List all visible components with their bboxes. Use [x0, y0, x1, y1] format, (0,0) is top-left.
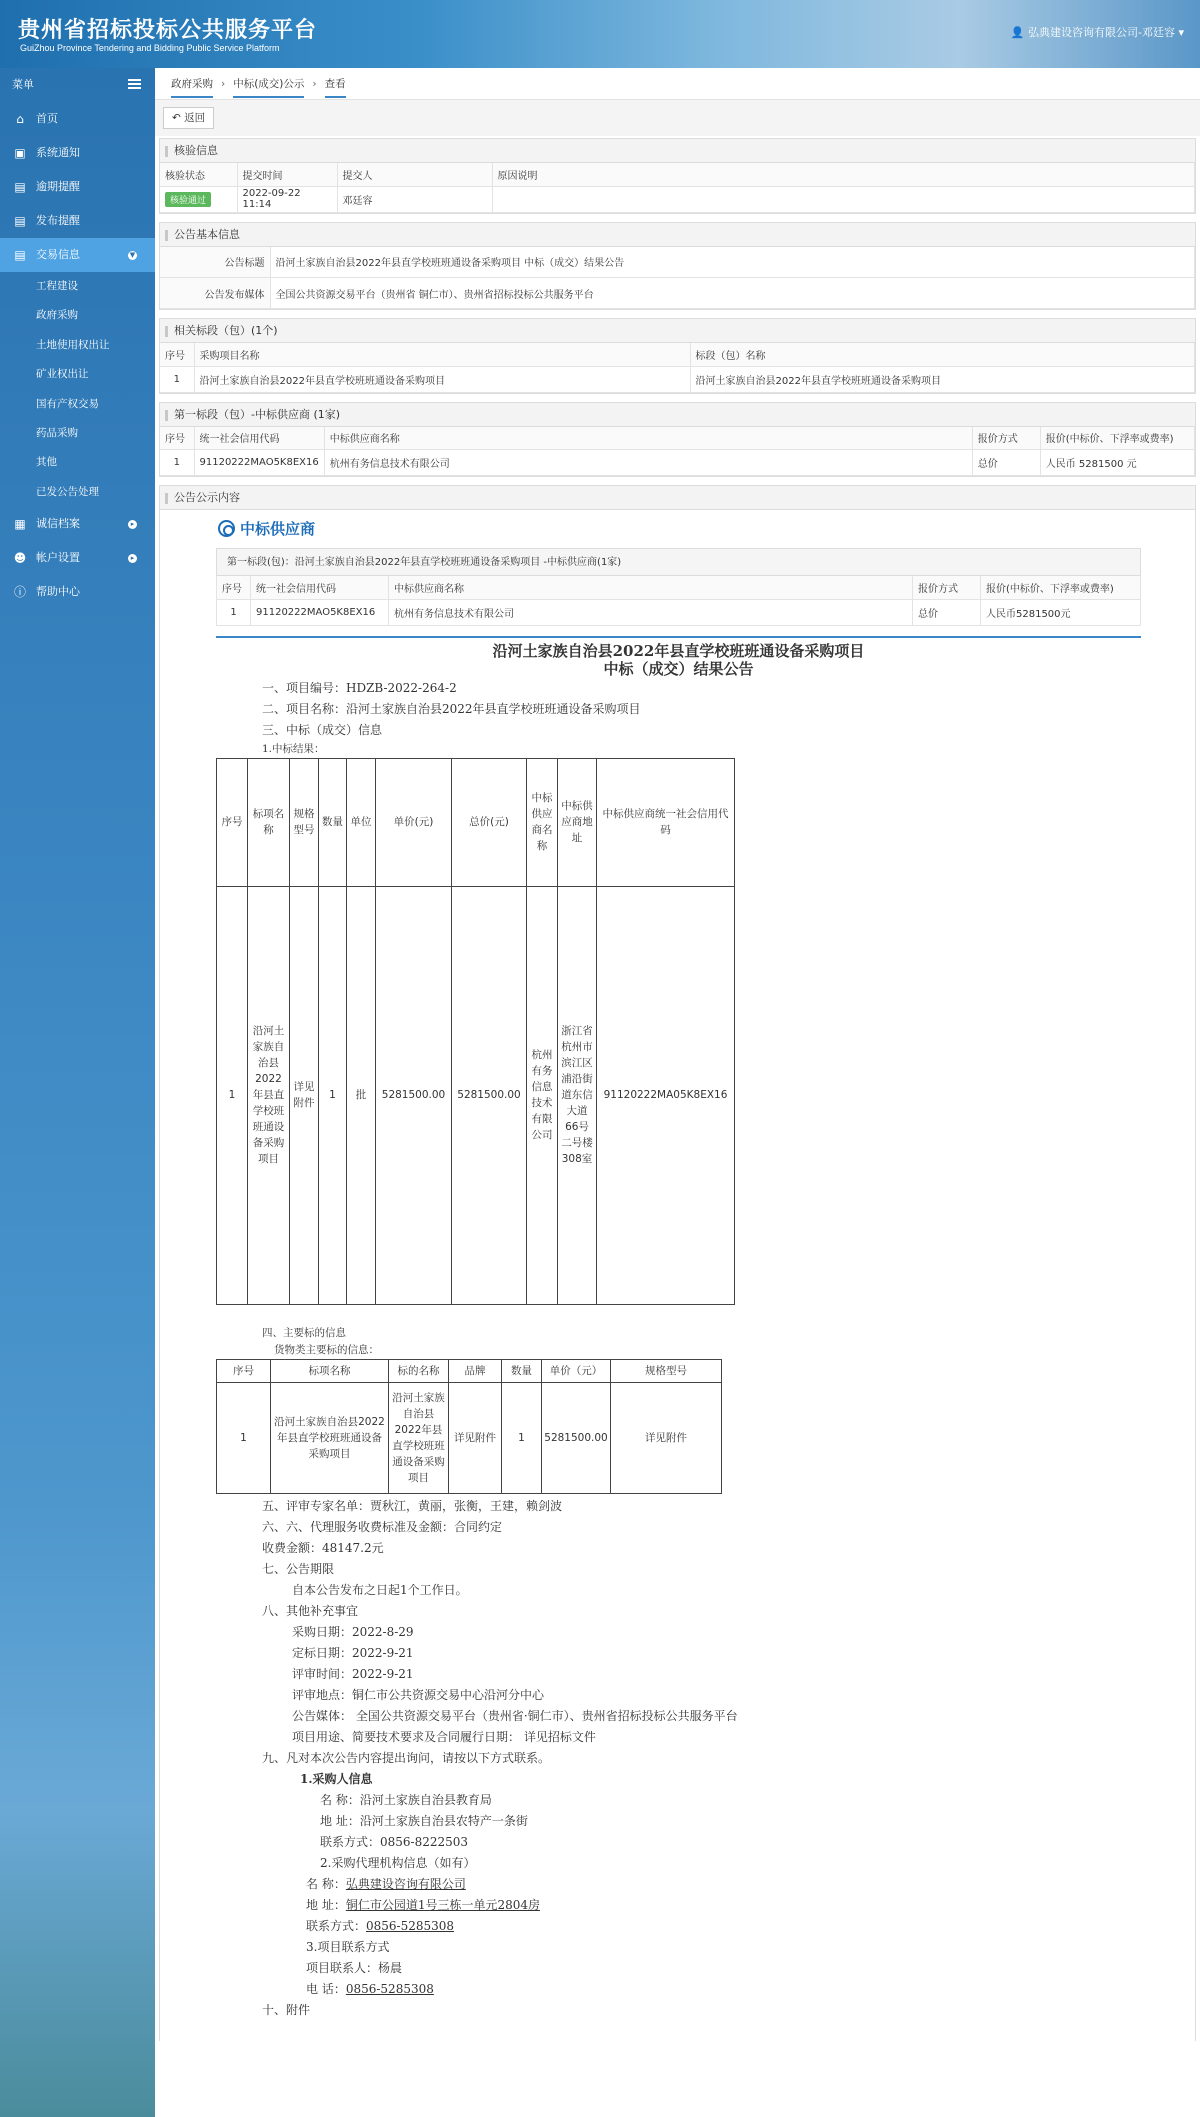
- chevron-right-icon: ▸: [128, 554, 137, 563]
- breadcrumb-item[interactable]: 查看: [325, 78, 346, 98]
- sidebar-sub-item[interactable]: 国有产权交易: [36, 397, 99, 410]
- table-cell: 邓廷容: [337, 186, 492, 212]
- sidebar-item-home[interactable]: [0, 102, 155, 136]
- doc-line: 1.中标结果：: [262, 742, 325, 755]
- doc-line: 定标日期：2022-9-21: [292, 1645, 414, 1660]
- doc-line: 评审地点：铜仁市公共资源交易中心沿河分中心: [292, 1687, 545, 1702]
- column-header: 序号: [160, 427, 194, 450]
- sidebar-sub-item[interactable]: 其他: [36, 456, 57, 469]
- table-cell: 总价: [972, 450, 1040, 476]
- target-icon: [218, 520, 235, 537]
- panel-title: 公告基本信息: [160, 223, 1195, 247]
- chevron-right-icon: ›: [221, 78, 226, 90]
- breadcrumb-item[interactable]: 中标(成交)公示: [233, 78, 304, 98]
- sidebar-item-label: 逾期提醒: [36, 180, 80, 193]
- column-header: 采购项目名称: [194, 343, 690, 366]
- table-cell: 杭州有务信息技术有限公司: [389, 599, 913, 625]
- lots-table: [160, 343, 1195, 393]
- main-content: [155, 68, 1200, 2049]
- table-cell: 详见附件: [290, 886, 319, 1304]
- panel-title: 相关标段（包）(1个): [160, 319, 1195, 343]
- sidebar-item-help[interactable]: [0, 575, 155, 609]
- monitor-icon: ▣: [14, 146, 26, 160]
- sidebar-item-label: 帮助中心: [36, 585, 80, 599]
- sidebar-item-account[interactable]: [0, 541, 155, 575]
- sidebar-header: [0, 68, 155, 102]
- field-label: 电 话：: [306, 1981, 346, 1996]
- table-row: [160, 278, 1195, 309]
- doc-line: 1.采购人信息: [300, 1771, 373, 1786]
- column-header: 规格型号: [290, 758, 319, 886]
- table-cell: 91120222MAO5K8EX16: [194, 450, 324, 476]
- doc-title-line: 沿河土家族自治县2022年县直学校班班通设备采购项目: [492, 641, 865, 660]
- user-icon: ☻: [13, 551, 27, 566]
- field-label: 地 址：: [306, 1897, 346, 1912]
- sidebar-sub-item[interactable]: 药品采购: [36, 426, 78, 439]
- column-header: 标项名称: [271, 1359, 389, 1382]
- chevron-right-icon: ›: [312, 78, 317, 90]
- panel-title: 第一标段（包）-中标供应商 (1家): [160, 403, 1195, 427]
- table-cell: 5281500.00: [376, 886, 452, 1304]
- doc-text: [216, 1325, 1141, 1359]
- top-header: [0, 0, 1200, 68]
- table-cell: [492, 186, 1195, 212]
- table-cell: 2022-09-22 11:14: [237, 186, 337, 212]
- announcement-body: [160, 510, 1195, 2041]
- table-cell: 沿河土家族自治县2022年县直学校班班通设备采购项目: [271, 1382, 389, 1493]
- column-header: 标项名称: [248, 758, 290, 886]
- doc-line: 名 称：沿河土家族自治县教育局: [320, 1792, 492, 1807]
- doc-title-line: 中标（成交）结果公告: [603, 659, 754, 678]
- breadcrumb: [155, 68, 1200, 100]
- table-cell: 人民币 5281500 元: [1040, 450, 1194, 476]
- table-cell: 沿河土家族自治县2022年县直学校班班通设备采购项目: [248, 886, 290, 1304]
- back-button-label: 返回: [184, 112, 206, 124]
- column-header: 品牌: [449, 1359, 502, 1382]
- column-header: 中标供应商名称: [389, 576, 913, 599]
- divider: [216, 636, 1141, 638]
- table-cell: 1: [217, 886, 248, 1304]
- sidebar: [0, 68, 155, 2117]
- doc-line: 项目用途、简要技术要求及合同履行日期： 详见招标文件: [292, 1729, 596, 1744]
- table-row: [160, 366, 1195, 392]
- table-cell: 1: [160, 450, 194, 476]
- list-icon: ▤: [14, 214, 26, 228]
- list-icon: ▤: [14, 180, 26, 194]
- column-header: 统一社会信用代码: [251, 576, 389, 599]
- doc-line: 七、公告期限: [262, 1561, 335, 1576]
- table-row: [160, 186, 1195, 212]
- doc-line: [262, 1916, 1141, 1937]
- verify-table: [160, 163, 1195, 213]
- table-row: [217, 599, 1141, 625]
- column-header: 序号: [217, 1359, 271, 1382]
- sidebar-item-publish[interactable]: [0, 204, 155, 238]
- table-cell: 91120222MA05K8EX16: [597, 886, 735, 1304]
- doc-line: 二、项目名称：沿河土家族自治县2022年县直学校班班通设备采购项目: [262, 701, 641, 716]
- list-icon: ▤: [14, 248, 26, 262]
- table-row: [160, 450, 1195, 476]
- doc-line: [262, 1895, 1141, 1916]
- platform-title: 贵州省招标投标公共服务平台: [18, 18, 318, 43]
- column-header: 统一社会信用代码: [194, 427, 324, 450]
- doc-line: 2.采购代理机构信息（如有）: [320, 1855, 476, 1870]
- doc-line: 地 址：沿河土家族自治县农特产一条街: [320, 1813, 528, 1828]
- table-cell: 沿河土家族自治县2022年县直学校班班通设备采购项目: [389, 1382, 449, 1493]
- column-header: 核验状态: [160, 163, 237, 186]
- field-value: 全国公共资源交易平台（贵州省 铜仁市）、贵州省招标投标公共服务平台: [270, 278, 1195, 309]
- column-header: 标段（包）名称: [690, 343, 1195, 366]
- doc-line: 联系方式：0856-8222503: [320, 1834, 469, 1849]
- doc-line: 3.项目联系方式: [306, 1939, 390, 1954]
- winners-table: [160, 427, 1195, 477]
- table-cell: 5281500.00: [542, 1382, 611, 1493]
- grid-icon: ▦: [14, 517, 26, 532]
- table-cell: 1: [319, 886, 347, 1304]
- column-header: 序号: [217, 758, 248, 886]
- table-cell: 批: [347, 886, 376, 1304]
- sidebar-item-label: 交易信息: [36, 248, 80, 261]
- column-header: 单价(元): [376, 758, 452, 886]
- doc-line: 三、中标（成交）信息: [262, 722, 383, 737]
- doc-line: 公告媒体： 全国公共资源交易平台（贵州省·铜仁市）、贵州省招标投标公共服务平台: [292, 1708, 738, 1723]
- platform-subtitle: GuiZhou Province Tendering and Bidding Public Service Platform: [20, 43, 280, 53]
- table-cell: 浙江省杭州市滨江区浦沿街道东信大道66号二号楼308室: [558, 886, 597, 1304]
- column-header: 数量: [319, 758, 347, 886]
- column-header: 单位: [347, 758, 376, 886]
- column-header: 规格型号: [611, 1359, 722, 1382]
- field-value: 0856-5285308: [345, 1981, 434, 1996]
- hamburger-icon[interactable]: [128, 79, 141, 89]
- doc-line: 八、其他补充事宜: [262, 1603, 359, 1618]
- content-winners-table: [216, 576, 1141, 626]
- sidebar-sub-item[interactable]: 政府采购: [36, 309, 78, 322]
- doc-line: [262, 1874, 1141, 1895]
- user-icon: 👤: [1010, 26, 1025, 39]
- verify-panel: [159, 138, 1196, 214]
- field-value: 铜仁市公园道1号三栋一单元2804房: [345, 1897, 541, 1912]
- column-header: 中标供应商地址: [558, 758, 597, 886]
- doc-line: 五、评审专家名单：贾秋江，黄丽，张衡，王建，赖剑波: [262, 1498, 563, 1513]
- column-header: 单价（元）: [542, 1359, 611, 1382]
- panel-title: 核验信息: [160, 139, 1195, 163]
- table-row: [217, 886, 735, 1304]
- doc-line: 六、六、代理服务收费标准及金额：合同约定: [262, 1519, 503, 1534]
- winner-section-label: 中标供应商: [240, 520, 316, 538]
- toolbar: [155, 100, 1200, 136]
- field-label: 公告标题: [160, 247, 270, 278]
- column-header: 报价方式: [913, 576, 981, 599]
- back-button[interactable]: [163, 107, 214, 129]
- column-header: 报价方式: [972, 427, 1040, 450]
- field-label: 公告发布媒体: [160, 278, 270, 309]
- sidebar-sub-item[interactable]: 土地使用权出让: [36, 338, 110, 351]
- doc-line: 十、附件: [262, 2002, 311, 2017]
- sidebar-item-label: 系统通知: [36, 146, 80, 159]
- doc-text: [216, 1496, 1141, 2021]
- table-cell: 详见附件: [449, 1382, 502, 1493]
- lot-summary: 第一标段(包)：沿河土家族自治县2022年县直学校班班通设备采购项目 -中标供应商(1家): [216, 548, 1141, 576]
- winners-panel: [159, 402, 1196, 478]
- chevron-right-icon: ▸: [128, 520, 137, 529]
- column-header: 总价(元): [452, 758, 527, 886]
- sidebar-item-credit[interactable]: [0, 507, 155, 541]
- back-icon: ↶: [172, 112, 181, 124]
- status-badge: 核验通过: [165, 192, 211, 207]
- winner-section-title: [216, 516, 1141, 542]
- column-header: 提交人: [337, 163, 492, 186]
- column-header: 标的名称: [389, 1359, 449, 1382]
- caret-down-icon: ▾: [1178, 26, 1184, 39]
- table-cell: 人民币5281500元: [981, 599, 1141, 625]
- panel-title: 公告公示内容: [160, 486, 1195, 510]
- doc-line: 项目联系人：杨晨: [306, 1960, 403, 1975]
- sidebar-item-notice[interactable]: [0, 136, 155, 170]
- sidebar-item-label: 帐户设置: [36, 551, 80, 565]
- field-value: 0856-5285308: [366, 1918, 455, 1933]
- sidebar-sub-item[interactable]: 工程建设: [36, 280, 78, 292]
- column-header: 中标供应商统一社会信用代码: [597, 758, 735, 886]
- doc-line: 自本公告发布之日起1个工作日。: [292, 1582, 468, 1597]
- sidebar-sub-item[interactable]: 已发公告处理: [36, 485, 99, 498]
- sidebar-item-label: 发布提醒: [36, 214, 80, 227]
- sidebar-item-label: 首页: [36, 112, 58, 125]
- basic-info-table: [160, 247, 1195, 310]
- table-row: [160, 247, 1195, 278]
- doc-line: 采购日期：2022-8-29: [292, 1624, 414, 1639]
- table-cell: 1: [502, 1382, 542, 1493]
- table-cell: 杭州有务信息技术有限公司: [324, 450, 972, 476]
- doc-line: 一、项目编号：HDZB-2022-264-2: [262, 680, 457, 695]
- column-header: 原因说明: [492, 163, 1195, 186]
- field-label: 名 称：: [306, 1876, 346, 1891]
- user-menu[interactable]: [1011, 24, 1184, 40]
- help-icon: ⓘ: [13, 585, 26, 600]
- column-header: 序号: [217, 576, 251, 599]
- table-cell: 1: [217, 599, 251, 625]
- field-value: 弘典建设咨询有限公司: [345, 1876, 466, 1891]
- chevron-down-icon: ▼: [129, 251, 136, 259]
- doc-line: 收费金额：48147.2元: [262, 1540, 384, 1555]
- table-cell: 详见附件: [611, 1382, 722, 1493]
- table-row: [217, 1382, 722, 1493]
- table-cell: 总价: [913, 599, 981, 625]
- table-cell: 1: [160, 366, 194, 392]
- column-header: 中标供应商名称: [527, 758, 558, 886]
- content-panel: [159, 485, 1196, 2041]
- doc-line: 货物类主要标的信息：: [274, 1343, 379, 1356]
- column-header: 中标供应商名称: [324, 427, 972, 450]
- table-cell: 沿河土家族自治县2022年县直学校班班通设备采购项目: [690, 366, 1195, 392]
- sidebar-item-trade[interactable]: [0, 238, 155, 272]
- user-name: 弘典建设咨询有限公司-邓廷容: [1028, 26, 1175, 39]
- basic-info-panel: [159, 222, 1196, 311]
- column-header: 数量: [502, 1359, 542, 1382]
- doc-title: [216, 642, 1141, 678]
- goods-table: [216, 1359, 722, 1494]
- field-label: 联系方式：: [306, 1918, 367, 1933]
- home-icon: ⌂: [16, 112, 24, 126]
- column-header: 序号: [160, 343, 194, 366]
- result-table: [216, 758, 735, 1305]
- table-cell: 91120222MAO5K8EX16: [251, 599, 389, 625]
- table-cell: 1: [217, 1382, 271, 1493]
- breadcrumb-item[interactable]: 政府采购: [171, 78, 213, 98]
- doc-text: [216, 678, 1141, 758]
- table-cell: 5281500.00: [452, 886, 527, 1304]
- column-header: 提交时间: [237, 163, 337, 186]
- table-cell: 杭州有务信息技术有限公司: [527, 886, 558, 1304]
- column-header: 报价(中标价、下浮率或费率): [1040, 427, 1194, 450]
- sidebar-sub-item[interactable]: 矿业权出让: [36, 368, 89, 381]
- sidebar-item-label: 诚信档案: [36, 517, 80, 531]
- sidebar-item-overdue[interactable]: [0, 170, 155, 204]
- doc-line: 九、凡对本次公告内容提出询问，请按以下方式联系。: [262, 1750, 551, 1765]
- column-header: 报价(中标价、下浮率或费率): [981, 576, 1141, 599]
- doc-line: 四、主要标的信息: [262, 1326, 346, 1339]
- table-cell: 沿河土家族自治县2022年县直学校班班通设备采购项目: [194, 366, 690, 392]
- doc-line: [262, 1979, 1141, 2000]
- menu-label: 菜单: [12, 78, 34, 91]
- field-value: 沿河土家族自治县2022年县直学校班班通设备采购项目 中标（成交）结果公告: [270, 247, 1195, 278]
- doc-line: 评审时间：2022-9-21: [292, 1666, 414, 1681]
- lots-panel: [159, 318, 1196, 394]
